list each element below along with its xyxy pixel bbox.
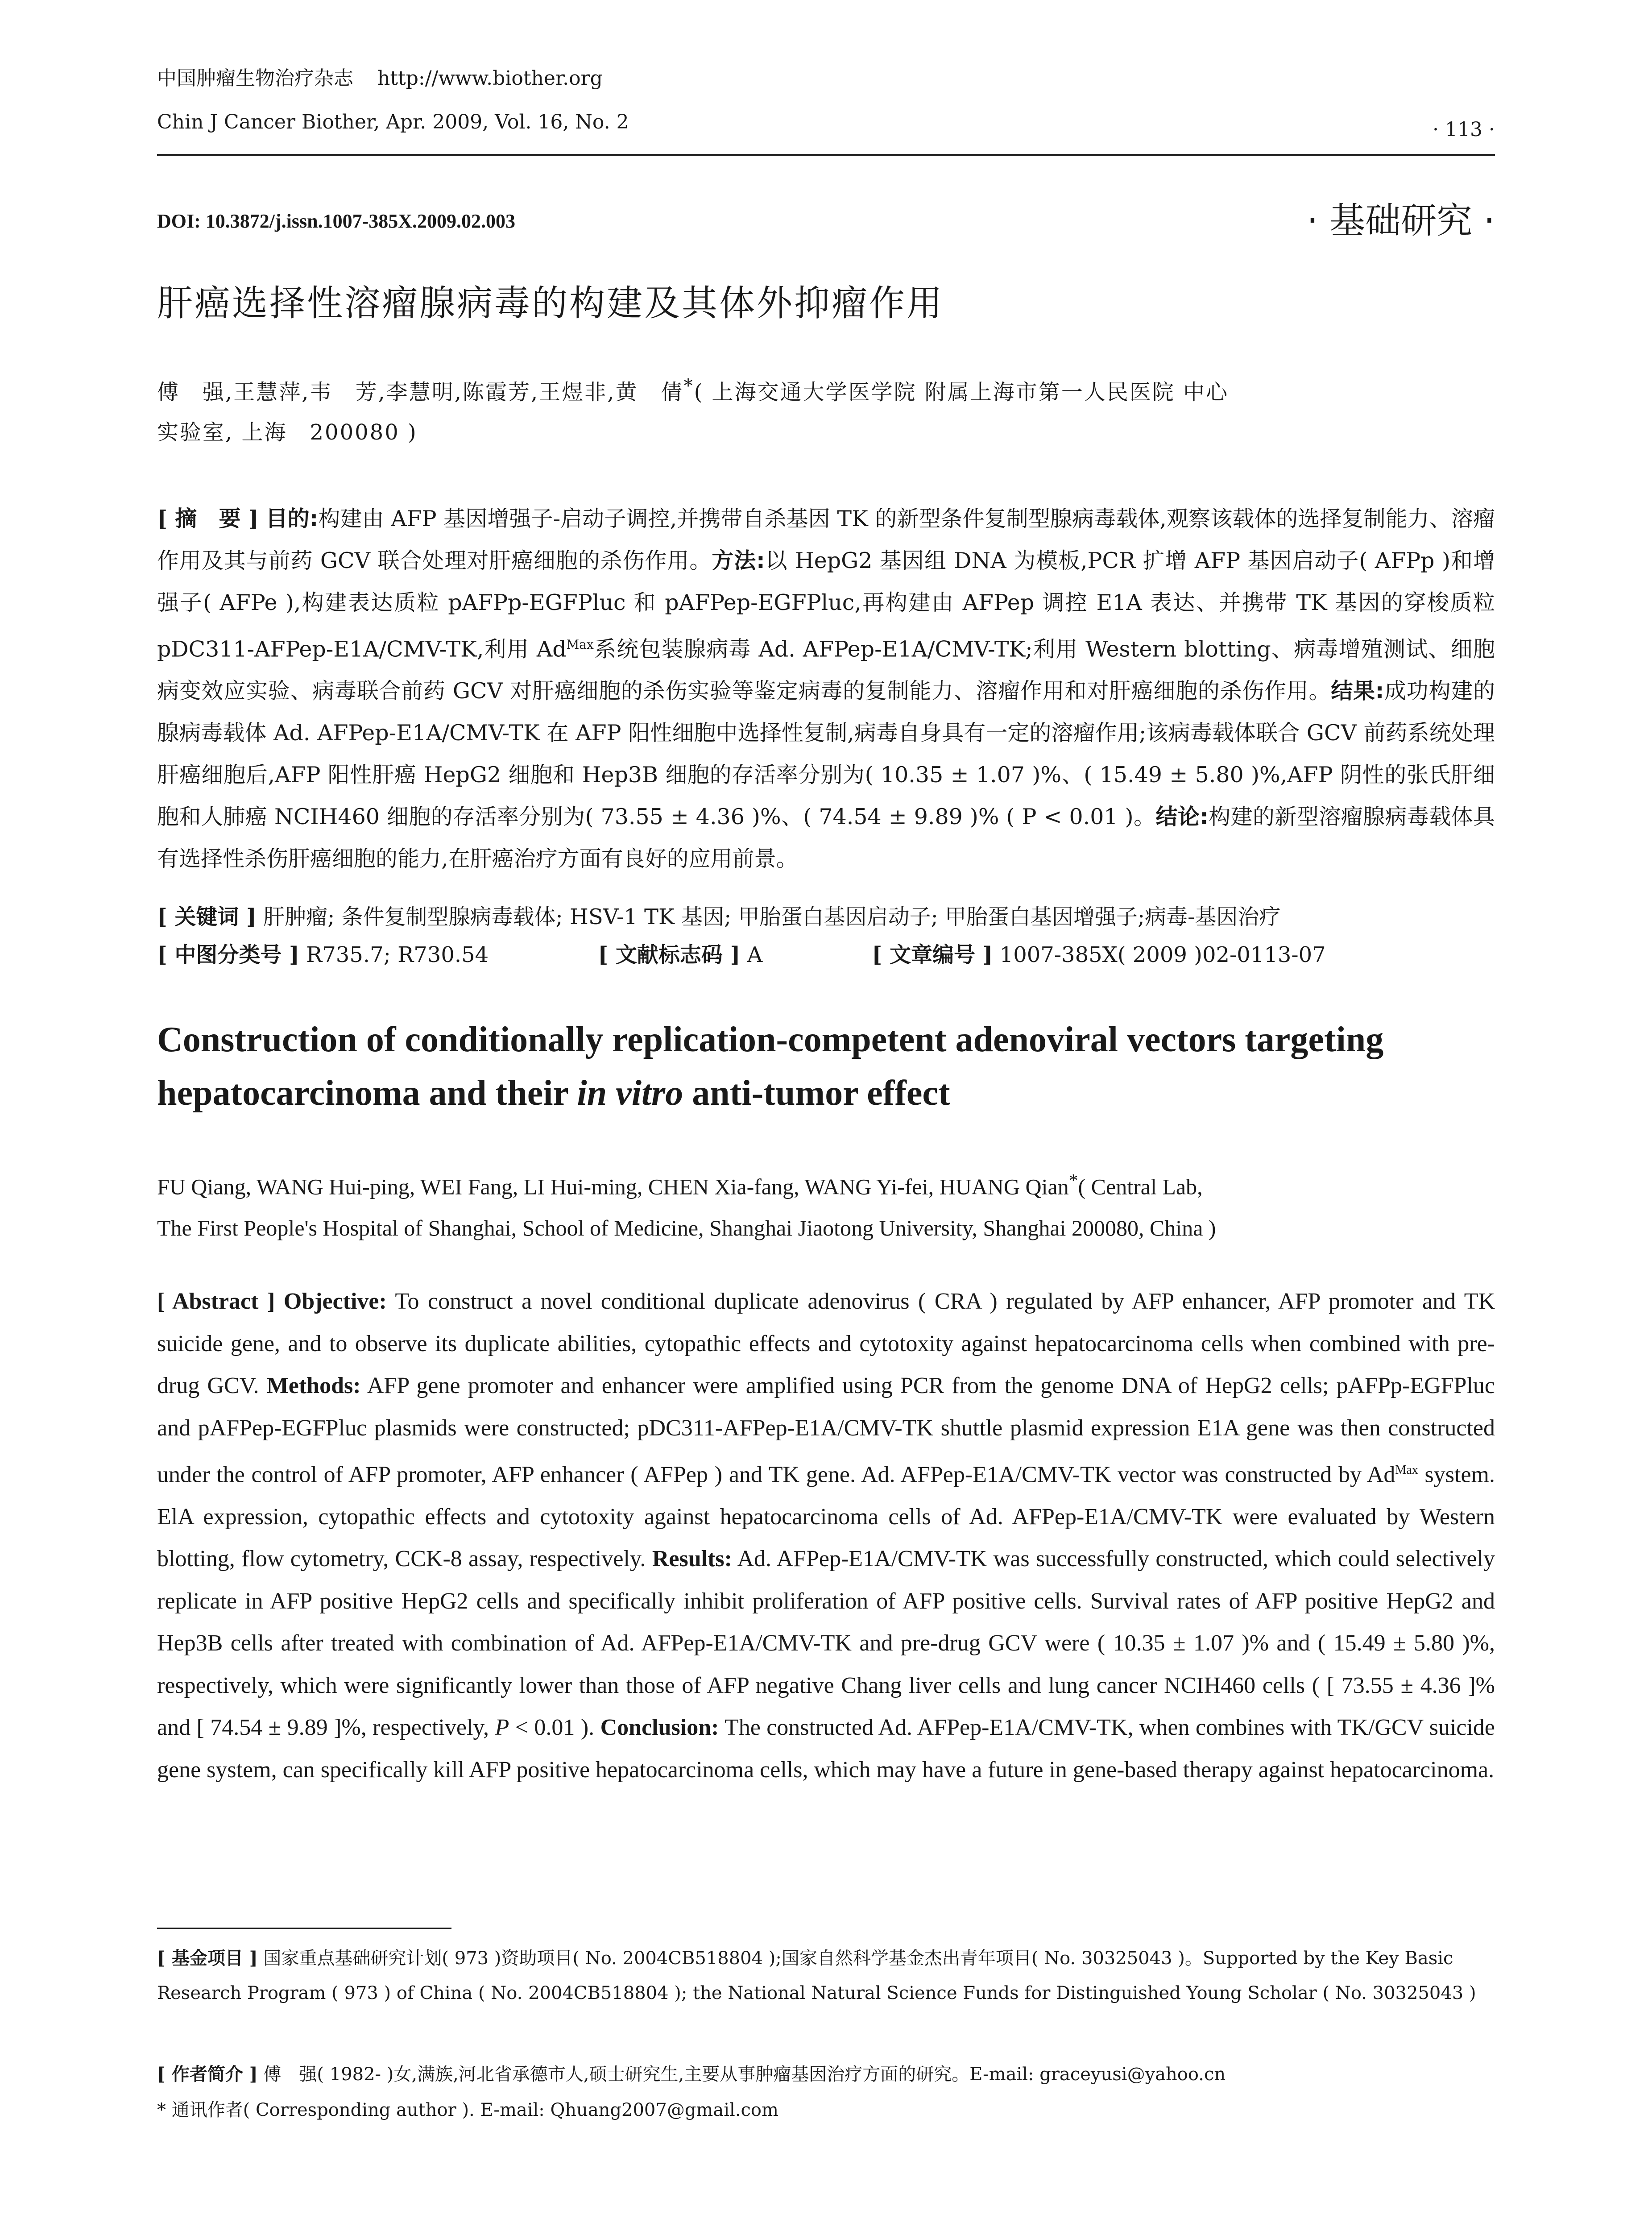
clc-label: [ 中图分类号 ]	[157, 942, 299, 967]
footnote-author	[157, 2057, 1495, 2092]
keywords-label: [ 关键词 ]	[157, 904, 257, 929]
keywords-text: 肝肿瘤; 条件复制型腺病毒载体; HSV-1 TK 基因; 甲胎蛋白基因启动子; 甲胎蛋白基因增强子;病毒-基因治疗	[263, 904, 1281, 929]
results-label-cn: 结果:	[1331, 678, 1384, 704]
methods-en-2: system. ElA expression, cytopathic effects and cytotoxity against hepatocarcinoma cells of Ad. AFPep-E1A/CMV-TK were evaluated by Western blotting, flow cytometry, CCK-8 assay, respectively.	[157, 1462, 1495, 1572]
p-value-italic: P	[495, 1715, 509, 1741]
author-bio-text: 傅 强( 1982- )女,满族,河北省承德市人,硕士研究生,主要从事肿瘤基因治疗方面的研究。E-mail: graceyusi@yahoo.cn	[263, 2064, 1226, 2085]
methods-cn-2: 系统包装腺病毒 Ad. AFPep-E1A/CMV-TK;利用 Western blotting、病毒增殖测试、细胞病变效应实验、病毒联合前药 GCV 对肝癌细胞的杀伤实验等鉴定病毒的复制能力、溶瘤作用和对肝癌细胞的杀伤作用。	[157, 636, 1495, 704]
results-en-tail: < 0.01 ).	[509, 1715, 595, 1741]
article-no-label: [ 文章编号 ]	[872, 942, 993, 967]
title-en-line1: Construction of conditionally replication-competent adenoviral vectors targeting	[157, 1020, 1384, 1059]
results-cn: 成功构建的腺病毒载体 Ad. AFPep-E1A/CMV-TK 在 AFP 阳性细胞中选择性复制,病毒自身具有一定的溶瘤作用;该病毒载体联合 GCV 前药系统处理肝癌细胞后,AFP 阳性肝癌 HepG2 细胞和 Hep3B 细胞的存活率分别为( 10.35 ± 1.07 )%、( 15.49 ± 5.80 )%,AFP 阴性的张氏肝细胞和人肺癌 NCIH460 细胞的存活率分别为( 73.55 ± 4.36 )%、( 74.54 ± 9.89 )% ( P < 0.01 )。	[157, 678, 1495, 830]
journal-citation: Chin J Cancer Biother, Apr. 2009, Vol. 16, No. 2	[157, 111, 629, 133]
article-no-value: 1007-385X( 2009 )02-0113-07	[999, 942, 1326, 967]
author-bio-label: [ 作者简介 ]	[157, 2064, 258, 2085]
authors-cn	[157, 366, 1495, 452]
footnote-corresponding: * 通讯作者( Corresponding author ). E-mail: Qhuang2007@gmail.com	[157, 2100, 778, 2120]
journal-url[interactable]: http://www.biother.org	[377, 67, 603, 90]
doc-code-label: [ 文献标志码 ]	[598, 942, 741, 967]
footnote-rule	[157, 1928, 451, 1929]
journal-name-cn: 中国肿瘤生物治疗杂志	[157, 67, 353, 90]
section-tag: · 基础研究 ·	[1307, 200, 1495, 241]
methods-cn: 以 HepG2 基因组 DNA 为模板,PCR 扩增 AFP 基因启动子( AFPp )和增强子( AFPe ),构建表达质粒 pAFPp-EGFPluc 和 pAFPep-EGFPluc,再构建由 AFPep 调控 E1A 表达、并携带 TK 基因的穿梭质粒 pDC311-AFPep-E1A/CMV-TK,利用 Ad	[157, 548, 1495, 662]
max-superscript-en: Max	[1395, 1463, 1418, 1477]
affiliation-cn: ( 上海交通大学医学院 附属上海市第一人民医院 中心	[694, 380, 1229, 405]
objective-en: To construct a novel conditional duplicate adenovirus ( CRA ) regulated by AFP enhancer, AFP promoter and TK suicide gene, and to observe its duplicate abilities, cytopathic effects and cytotoxity against hepatocarcinoma cells when combined with pre-drug GCV.	[157, 1289, 1495, 1398]
objective-label-en: Objective:	[283, 1289, 387, 1314]
title-en-line2: hepatocarcinoma and their in vitro anti-tumor effect	[157, 1074, 950, 1113]
methods-label-cn: 方法:	[712, 548, 765, 573]
results-en: Ad. AFPep-E1A/CMV-TK was successfully constructed, which could selectively replicate in AFP positive HepG2 cells and specifically inhibit proliferation of AFP positive cells. Survival rates of AFP positive HepG2 and Hep3B cells after treated with combination of Ad. AFPep-E1A/CMV-TK and pre-drug GCV were ( 10.35 ± 1.07 )% and ( 15.49 ± 5.80 )%, respectively, which were significantly lower than those of AFP negative Chang liver cells and lung cancer NCIH460 cells ( [ 73.55 ± 4.36 ]% and [ 74.54 ± 9.89 ]%, respectively,	[157, 1546, 1495, 1741]
title-en	[157, 1013, 1495, 1120]
abstract-label-cn: [ 摘 要 ]	[157, 506, 259, 531]
conclusion-cn: 构建的新型溶瘤腺病毒载体具有选择性杀伤肝癌细胞的能力,在肝癌治疗方面有良好的应用前景。	[157, 804, 1495, 872]
affiliation-en-head: ( Central Lab,	[1078, 1174, 1203, 1199]
fund-text: 国家重点基础研究计划( 973 )资助项目( No. 2004CB518804 );国家自然科学基金杰出青年项目( No. 30325043 )。Supported by the Key Basic Research Program ( 973 ) of China ( No. 2004CB518804 ); the National Natural Science Funds for Distinguished Young Scholar ( No. 30325043 )	[157, 1948, 1476, 2003]
author-names-cn: 傅 强,王慧萍,韦 芳,李慧明,陈霞芳,王煜非,黄 倩	[157, 380, 684, 405]
keywords-cn	[157, 899, 1495, 935]
affiliation-cn-cont: 实验室, 上海 200080 )	[157, 420, 418, 445]
author-names-en: FU Qiang, WANG Hui-ping, WEI Fang, LI Hui-ming, CHEN Xia-fang, WANG Yi-fei, HUANG Qian	[157, 1174, 1069, 1199]
abstract-en	[157, 1281, 1495, 1791]
doc-code-value: A	[747, 942, 763, 967]
results-label-en: Results:	[652, 1546, 732, 1572]
header-rule	[157, 154, 1495, 156]
corresponding-mark-en: *	[1068, 1170, 1078, 1191]
in-vitro-italic: in vitro	[577, 1074, 683, 1113]
conclusion-en: The constructed Ad. AFPep-E1A/CMV-TK, when combines with TK/GCV suicide gene system, can specifically kill AFP positive hepatocarcinoma cells, which may have a future in gene-based therapy against hepatocarcinoma.	[157, 1715, 1495, 1783]
abstract-label-en: [ Abstract ]	[157, 1289, 275, 1314]
doi[interactable]: DOI: 10.3872/j.issn.1007-385X.2009.02.003	[157, 210, 516, 232]
fund-label: [ 基金项目 ]	[157, 1948, 258, 1969]
methods-label-en: Methods:	[266, 1373, 361, 1398]
classification-row	[157, 937, 1495, 973]
conclusion-label-cn: 结论:	[1155, 804, 1209, 830]
clc-value: R735.7; R730.54	[306, 942, 489, 967]
objective-cn: 构建由 AFP 基因增强子-启动子调控,并携带自杀基因 TK 的新型条件复制型腺病毒载体,观察该载体的选择复制能力、溶瘤作用及其与前药 GCV 联合处理对肝癌细胞的杀伤作用。	[157, 506, 1495, 573]
conclusion-label-en: Conclusion:	[600, 1715, 719, 1741]
corresponding-mark: *	[683, 376, 694, 396]
methods-en: AFP gene promoter and enhancer were amplified using PCR from the genome DNA of HepG2 cells; pAFPp-EGFPluc and pAFPep-EGFPluc plasmids were constructed; pDC311-AFPep-E1A/CMV-TK shuttle plasmid expression E1A gene was then constructed under the control of AFP promoter, AFP enhancer ( AFPep ) and TK gene. Ad. AFPep-E1A/CMV-TK vector was constructed by Ad	[157, 1373, 1495, 1488]
authors-en	[157, 1160, 1495, 1248]
page-number: · 113 ·	[1433, 118, 1495, 141]
objective-label-cn: 目的:	[265, 506, 319, 531]
footnote-fund	[157, 1941, 1495, 2011]
journal-header	[157, 67, 603, 91]
title-cn: 肝癌选择性溶瘤腺病毒的构建及其体外抑瘤作用	[157, 282, 944, 324]
affiliation-en: The First People's Hospital of Shanghai, School of Medicine, Shanghai Jiaotong University, Shanghai 200080, China )	[157, 1215, 1216, 1240]
abstract-cn	[157, 498, 1495, 880]
max-superscript-cn: Max	[566, 637, 594, 652]
